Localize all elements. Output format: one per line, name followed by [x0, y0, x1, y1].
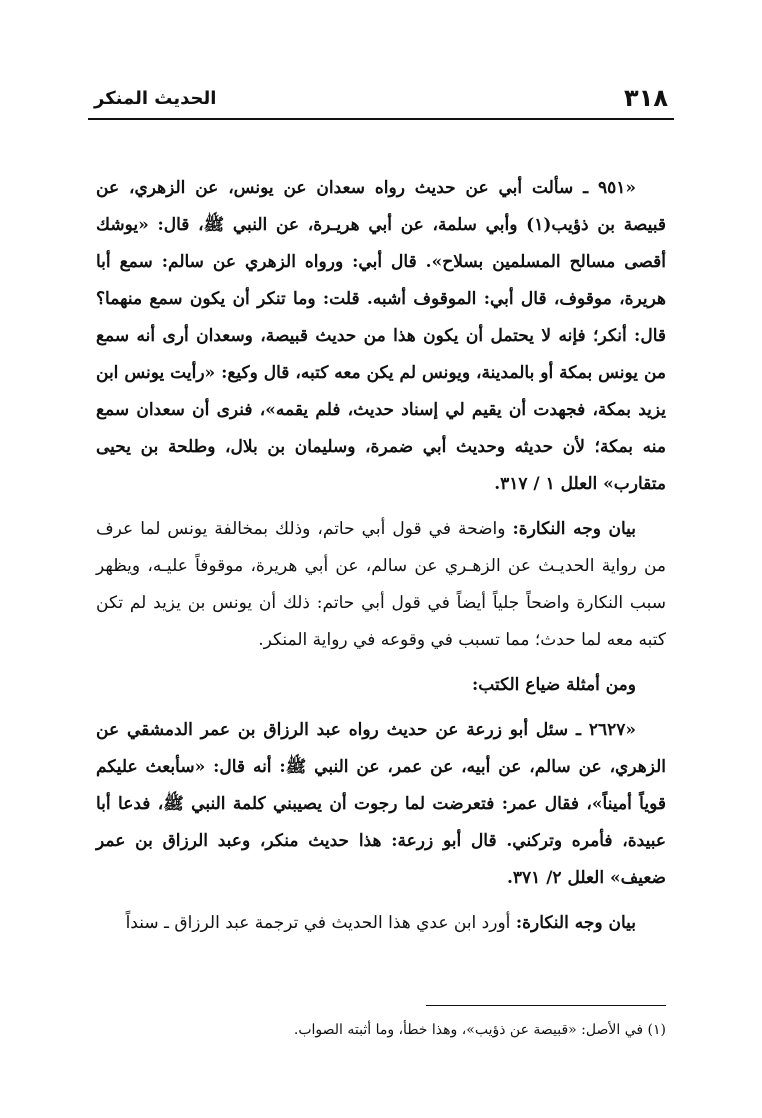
- page-number: ٣١٨: [624, 84, 668, 112]
- explanation-paragraph-1: [96, 511, 666, 659]
- body-text: [96, 170, 666, 942]
- footnote-rule: [426, 1005, 666, 1006]
- section-heading-examples: ومن أمثلة ضياع الكتب:: [472, 675, 636, 695]
- quote-paragraph-951: «٩٥١ ـ سألت أبي عن حديث رواه سعدان عن يونس، عن الزهري، عن قبيصة بن ذؤيب(١) وأبي سلمة، عن أبي هريـرة، عن النبي ﷺ، قال: «يوشك أقصى مسالح المسلمين بسلاح». قال أبي: ورواه الزهري عن سالم: سمع أبا هريرة، موقوف، قال أبي: الموقوف أشبه. قلت: وما تنكر أن يكون سمع منهما؟ قال: أنكر؛ فإنه لا يحتمل أن يكون هذا من حديث قبيصة، وسعدان أرى أنه سمع من يونس بمكة أو بالمدينة، ويونس لم يكن معه كتبه، قال وكيع: «رأيت يونس ابن يزيد بمكة، فجهدت أن يقيم لي إسناد حديث، فلم يقمه»، فنرى أن سعدان سمع منه بمكة؛ لأن حديثه وحديث أبي ضمرة، وسليمان بن بلال، وطلحة بن يحيى متقارب» العلل ١ / ٣١٧.: [96, 178, 667, 494]
- explanation-text-2: أورد ابن عدي هذا الحديث في ترجمة عبد الرزاق ـ سنداً: [125, 913, 516, 933]
- running-title: الحديث المنكر: [94, 88, 217, 109]
- explanation-label-1: بيان وجه النكارة:: [512, 519, 636, 539]
- explanation-paragraph-2: [96, 905, 666, 942]
- quote-paragraph-2627: «٢٦٢٧ ـ سئل أبو زرعة عن حديث رواه عبد الرزاق بن عمر الدمشقي عن الزهري، عن سالم، عن أبيه، عن عمر، عن النبي ﷺ: أنه قال: «سأبعث عليكم قوياً أميناً»، فقال عمر: فتعرضت لما رجوت أن يصيبني كلمة النبي ﷺ، فدعا أبا عبيدة، فأمره وتركني. قال أبو زرعة: هذا حديث منكر، وعبد الرزاق بن عمر ضعيف» العلل ٢/ ٣٧١.: [96, 720, 666, 888]
- explanation-label-2: بيان وجه النكارة:: [515, 913, 636, 933]
- footnote: (١) في الأصل: «قبيصة عن ذؤيب»، وهذا خطأ، وما أثبته الصواب.: [293, 1022, 666, 1038]
- header-rule: [88, 118, 674, 120]
- explanation-text-1: واضحة في قول أبي حاتم، وذلك بمخالفة يونس لما عرف من رواية الحديـث عن الزهـري عن سالم، عن أبي هريرة، موقوفاً عليـه، ويظهر سبب النكارة واضحاً جلياً أيضاً في قول أبي حاتم: ذلك أن يونس بن يزيد لم تكن كتبه معه لما حدث؛ مما تسبب في وقوعه في رواية المنكر.: [96, 519, 666, 650]
- page-header: [88, 78, 674, 120]
